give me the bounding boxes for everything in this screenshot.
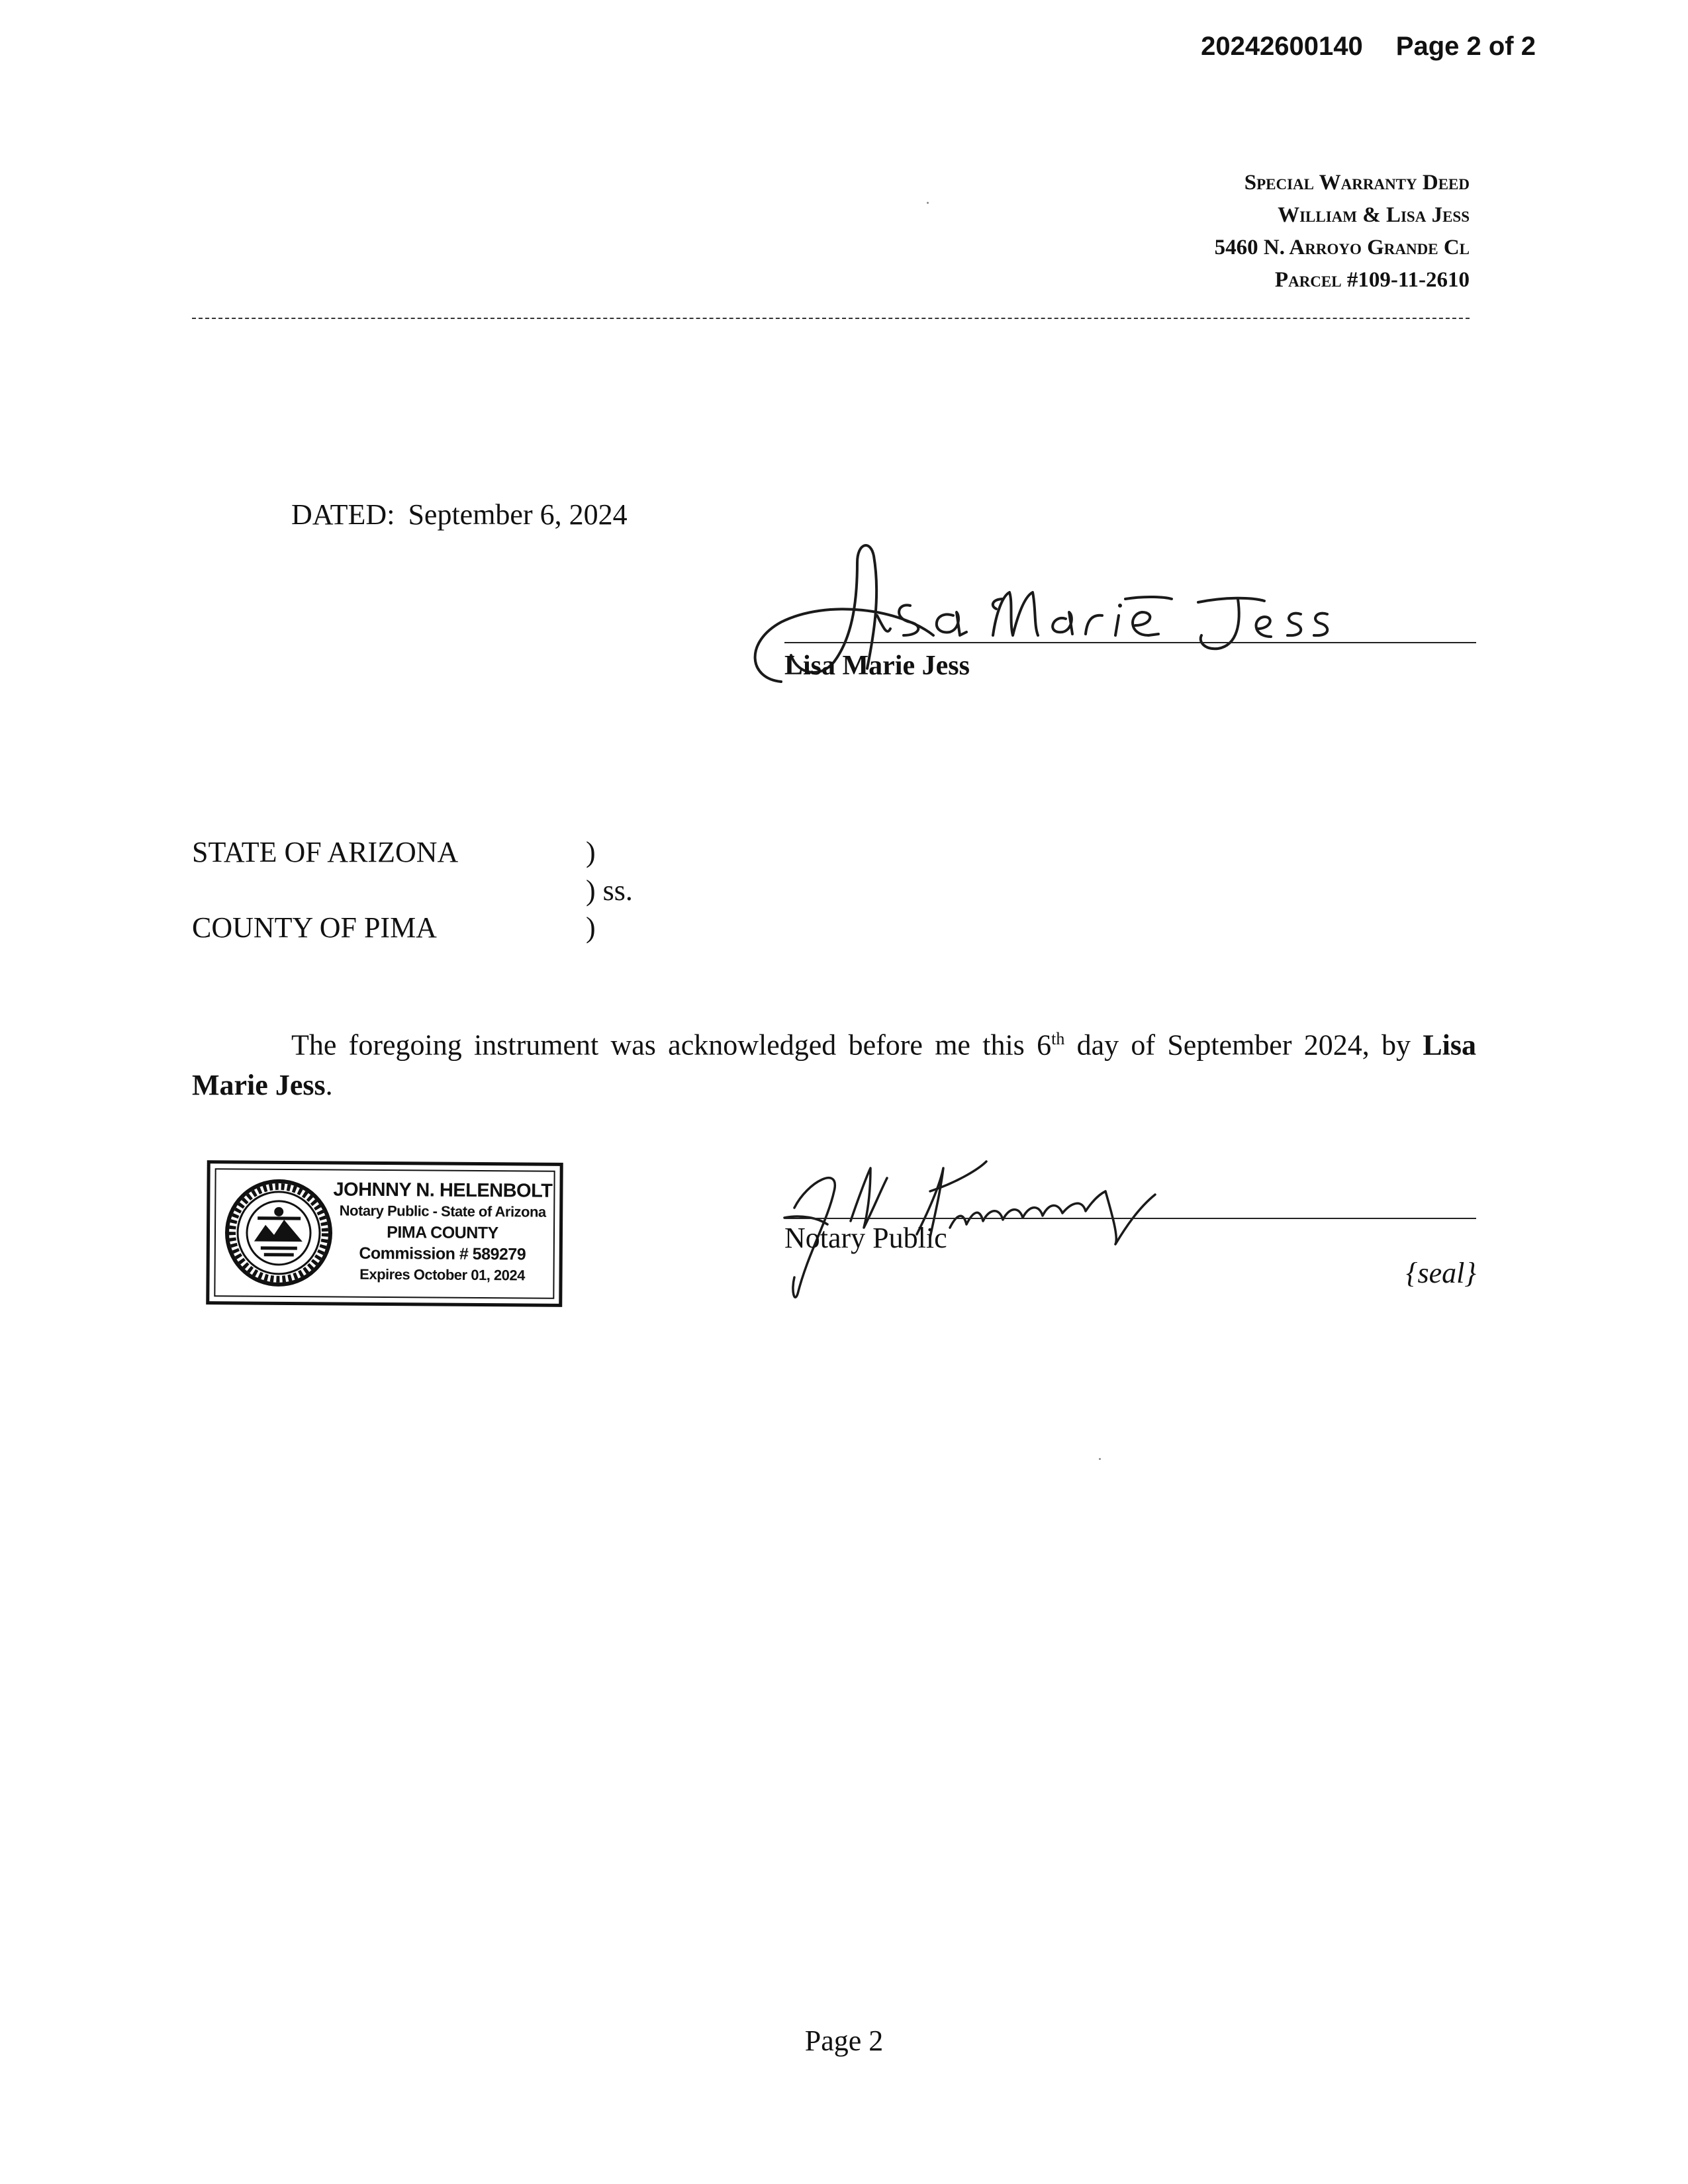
ack-name: Lisa Marie Jess bbox=[192, 1028, 1477, 1101]
ack-prefix: The foregoing instrument was acknowledged before me this 6 bbox=[291, 1028, 1052, 1062]
grantor-signature-line bbox=[784, 642, 1476, 643]
seal-label: {seal} bbox=[1405, 1257, 1476, 1289]
ack-ordinal: th bbox=[1051, 1029, 1065, 1048]
ack-suffix: . bbox=[325, 1068, 333, 1101]
page-footer: Page 2 bbox=[804, 2025, 884, 2057]
notary-signature-line bbox=[784, 1218, 1476, 1219]
ack-middle: day of September 2024, by bbox=[1064, 1028, 1423, 1062]
recording-header bbox=[1201, 32, 1536, 62]
stamp-expiration: Expires October 01, 2024 bbox=[359, 1265, 525, 1284]
dated-date: September 6, 2024 bbox=[408, 498, 628, 531]
grantor-names: William & Lisa Jess bbox=[1278, 203, 1470, 227]
dated-line bbox=[291, 498, 628, 531]
venue-ss: ) ss. bbox=[586, 874, 633, 907]
notary-public-label: Notary Public bbox=[784, 1222, 947, 1254]
dated-label: DATED: bbox=[291, 498, 395, 531]
property-address: 5460 N. Arroyo Grande Cl bbox=[1214, 236, 1470, 259]
scan-speck bbox=[927, 202, 929, 204]
grantor-printed-name: Lisa Marie Jess bbox=[784, 651, 970, 681]
deed-type: Special Warranty Deed bbox=[1244, 171, 1470, 195]
scan-speck bbox=[1099, 1458, 1101, 1460]
stamp-county: PIMA COUNTY bbox=[387, 1223, 498, 1243]
stamp-title: Notary Public - State of Arizona bbox=[339, 1202, 546, 1220]
acknowledgment-paragraph bbox=[192, 1019, 1476, 1105]
notary-stamp bbox=[206, 1160, 563, 1307]
stamp-text bbox=[332, 1179, 553, 1286]
arizona-seal-icon bbox=[224, 1178, 334, 1288]
venue-state: STATE OF ARIZONA bbox=[192, 836, 459, 868]
stamp-notary-name: JOHNNY N. HELENBOLT bbox=[333, 1179, 553, 1202]
venue-county: COUNTY OF PIMA bbox=[192, 911, 437, 944]
stamp-commission: Commission # 589279 bbox=[359, 1244, 526, 1264]
deed-header bbox=[1215, 167, 1470, 296]
header-divider bbox=[192, 318, 1470, 319]
document-number: 20242600140 bbox=[1201, 32, 1363, 61]
parcel-number: Parcel #109-11-2610 bbox=[1274, 268, 1470, 292]
venue-paren-top: ) bbox=[586, 836, 596, 868]
venue-paren-bottom: ) bbox=[586, 911, 596, 944]
page-count: Page 2 of 2 bbox=[1395, 32, 1536, 61]
